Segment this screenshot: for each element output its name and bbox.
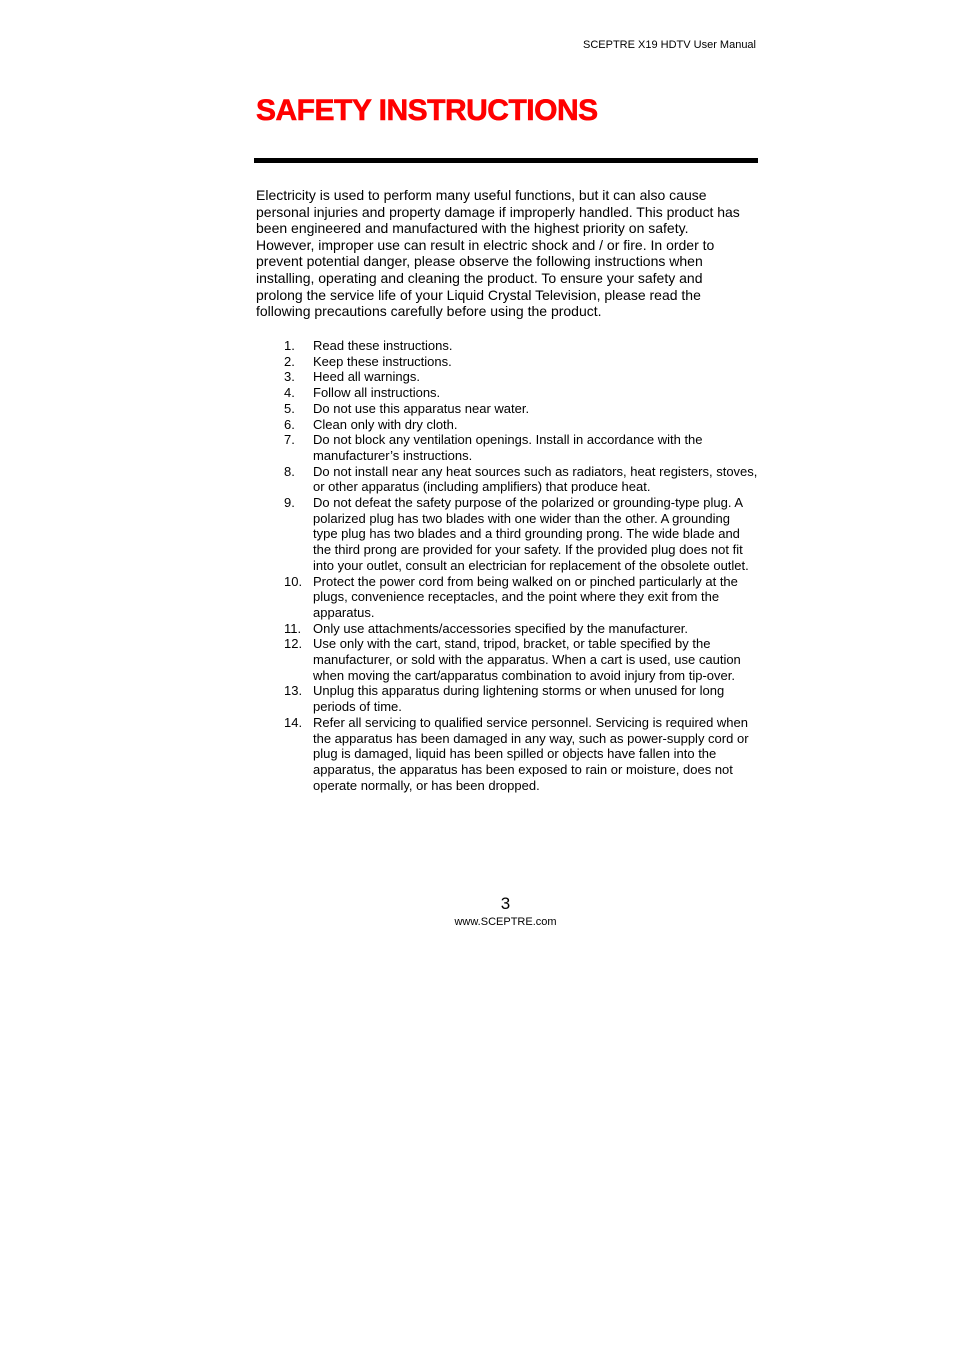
item-text: Do not use this apparatus near water. <box>313 400 530 416</box>
list-item <box>284 354 758 370</box>
title-divider <box>254 158 758 163</box>
list-item <box>284 464 758 495</box>
page-number: 3 <box>500 894 511 913</box>
item-number: 14. <box>284 714 303 730</box>
item-number: 6. <box>284 416 295 432</box>
list-item <box>284 417 758 433</box>
intro-paragraph: Electricity is used to perform many useful functions, but it can also cause personal injuries and property damage if improperly handled. This product has been engineered and manufactured with the highest priority on safety. However, improper use can result in electric shock and / or fire. In order to prevent potential danger, please observe the following instructions when installing, operating and cleaning the product. To ensure your safety and prolong the service life of your Liquid Crystal Television, please read the following precautions carefully before using the product. <box>256 187 740 320</box>
item-text: Unplug this apparatus during lightening storms or when unused for long periods of time. <box>313 683 725 715</box>
item-text: Clean only with dry cloth. <box>313 416 458 432</box>
item-number: 1. <box>284 338 295 353</box>
item-number: 8. <box>284 463 295 479</box>
list-item <box>284 385 758 401</box>
item-number: 9. <box>284 495 295 511</box>
item-text: Read these instructions. <box>313 338 453 353</box>
list-item <box>284 495 758 574</box>
item-text: Keep these instructions. <box>313 353 452 369</box>
item-text: Do not install near any heat sources such as radiators, heat registers, stoves, or other apparatus (including amplifiers) that produce heat. <box>313 463 758 495</box>
instructions-list <box>284 338 758 793</box>
item-number: 2. <box>284 353 295 369</box>
item-number: 3. <box>284 369 295 385</box>
list-item <box>284 621 758 637</box>
section-title: SAFETY INSTRUCTIONS <box>256 94 598 127</box>
list-item <box>284 636 758 683</box>
item-number: 13. <box>284 683 303 699</box>
item-text: Do not block any ventilation openings. Install in accordance with the manufacturer’s instructions. <box>313 432 703 463</box>
manual-header: SCEPTRE X19 HDTV User Manual <box>583 39 756 51</box>
item-text: Only use attachments/accessories specified by the manufacturer. <box>313 620 689 636</box>
list-item <box>284 683 758 714</box>
footer-url: www.SCEPTRE.com <box>454 916 557 928</box>
list-item <box>284 574 758 621</box>
item-number: 11. <box>284 620 302 636</box>
item-text: Refer all servicing to qualified service personnel. Servicing is required when the apparatus has been damaged in any way, such as power-supply cord or plug is damaged, liquid has been spilled or objects have fallen into the apparatus, the apparatus has been exposed to rain or moisture, does not operate normally, or has been dropped. <box>313 714 749 793</box>
item-number: 5. <box>284 400 295 416</box>
list-item <box>284 338 758 354</box>
item-text: Protect the power cord from being walked on or pinched particularly at the plugs, convenience receptacles, and the point where they exit from the apparatus. <box>313 573 738 620</box>
list-item <box>284 369 758 385</box>
item-text: Heed all warnings. <box>313 369 420 385</box>
item-text: Use only with the cart, stand, tripod, bracket, or table specified by the manufacturer, or sold with the apparatus. When a cart is used, use caution when moving the cart/apparatus combination to avoid injury from tip-over. <box>313 636 741 683</box>
item-number: 12. <box>284 636 303 652</box>
list-item <box>284 401 758 417</box>
list-item <box>284 715 758 794</box>
item-number: 10. <box>284 573 303 589</box>
list-item <box>284 432 758 463</box>
item-number: 4. <box>284 385 295 401</box>
item-text: Follow all instructions. <box>313 385 441 401</box>
item-number: 7. <box>284 432 295 448</box>
item-text: Do not defeat the safety purpose of the polarized or grounding-type plug. A polarized plug has two blades with one wider than the other. A grounding type plug has two blades and a third grounding prong. The wide blade and the third prong are provided for your safety. If the provided plug does not fit into your outlet, consult an electrician for replacement of the obsolete outlet. <box>313 495 749 573</box>
